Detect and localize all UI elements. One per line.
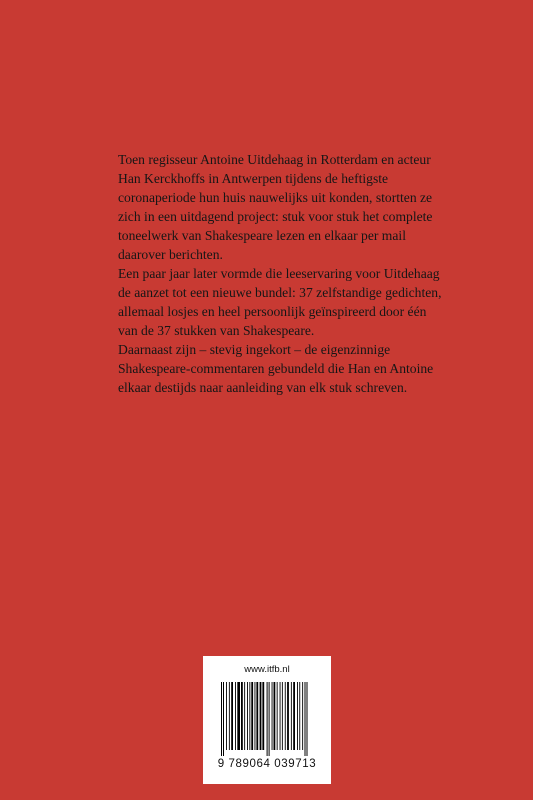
blurb-paragraph-1: Toen regisseur Antoine Uitdehaag in Rotterdam en acteur Han Kerckhoffs in Antwerpen tijdens de heftigste coronaperiode hun huis nauwelijks uit konden, stortten ze zich in een uitdagend project: stuk voor stuk het complete toneelwerk van Shakespeare lezen en elkaar per mail daarover berichten. xyxy=(118,152,433,262)
blurb-paragraph-2: Een paar jaar later vormde die leeservaring voor Uitdehaag de aanzet tot een nieuwe bundel: 37 zelfstandige gedichten, allemaal losjes en heel persoonlijk geïnspireerd door één van de 37 stukken van Shakespeare. xyxy=(118,266,442,338)
isbn-number: 9 789064 039713 xyxy=(217,758,317,770)
publisher-url: www.itfb.nl xyxy=(244,664,290,675)
blurb-paragraph-3: Daarnaast zijn – stevig ingekort – de eigenzinnige Shakespeare-commentaren gebundeld die Han en Antoine elkaar destijds naar aanleiding van elk stuk schreven. xyxy=(118,342,434,395)
blurb-text xyxy=(118,150,448,397)
barcode-box xyxy=(203,656,331,784)
barcode-bars xyxy=(221,682,325,756)
